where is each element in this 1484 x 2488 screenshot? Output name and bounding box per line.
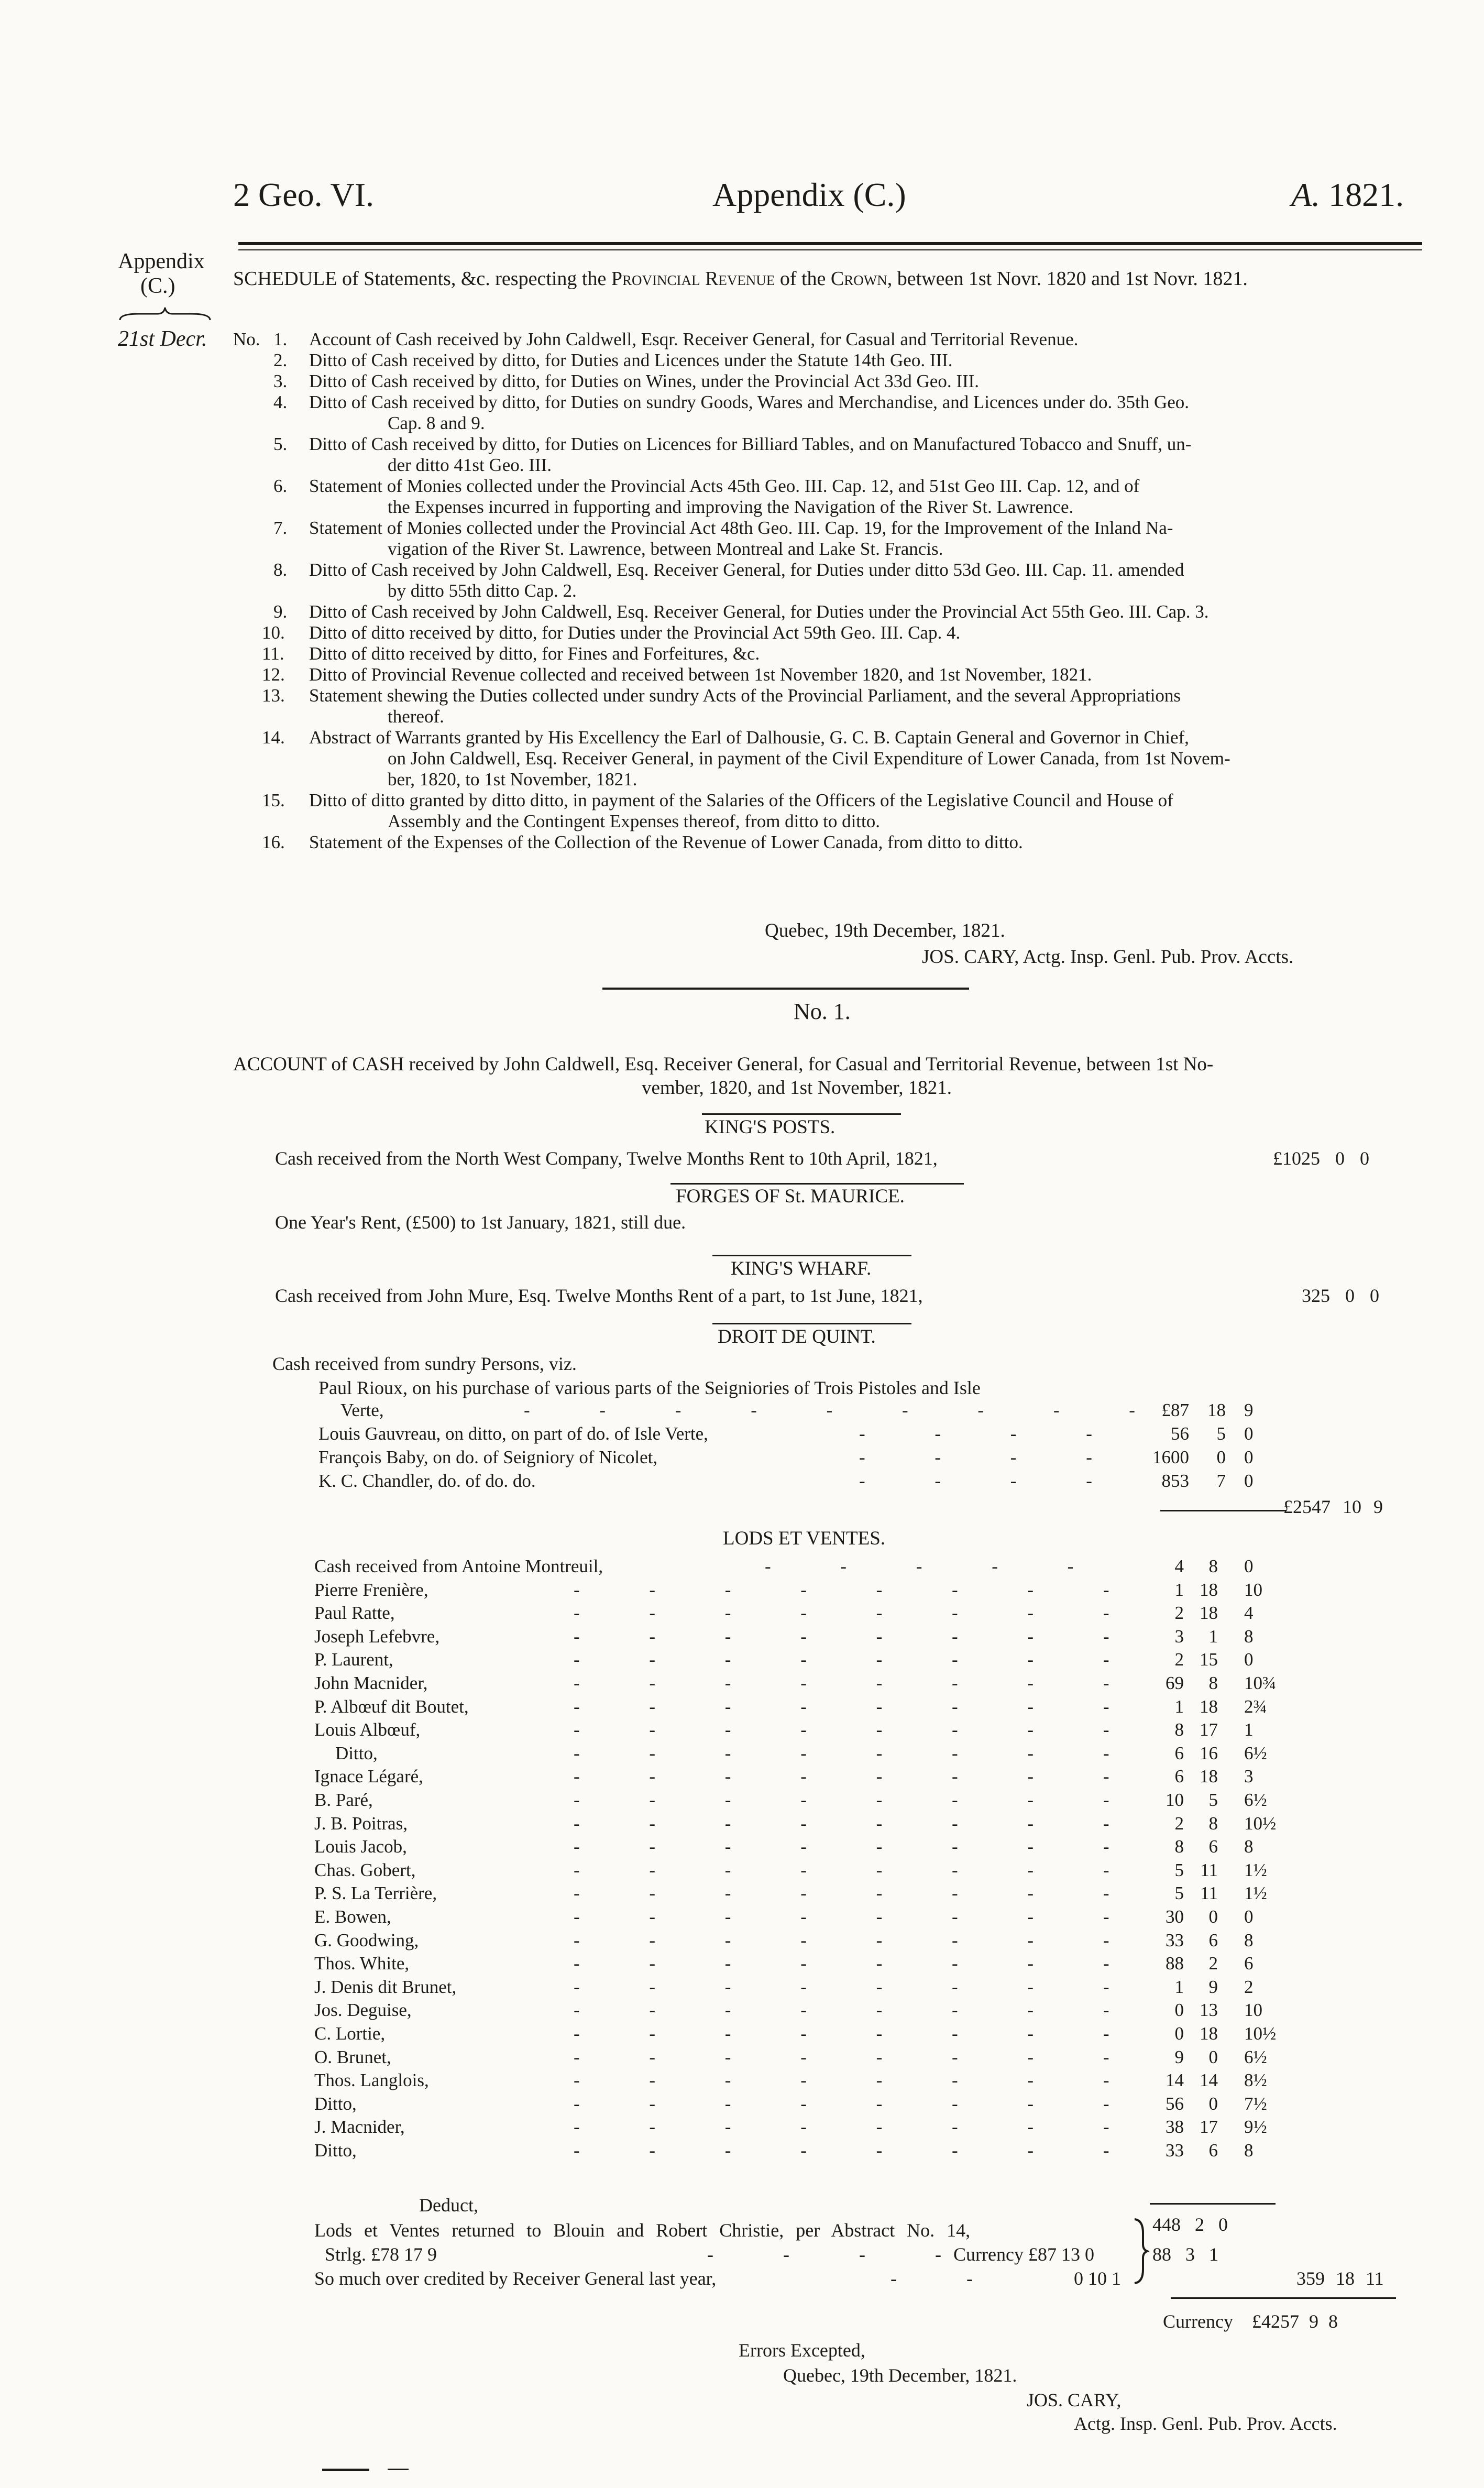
lods-deduct-sum: 88 3 1 xyxy=(1152,2244,1218,2265)
lods-row-leader: - - - - - - - - xyxy=(574,2093,1142,2114)
deduct-brace xyxy=(1131,2217,1149,2285)
lods-row-pounds: 10 xyxy=(1166,1790,1184,1810)
lods-row-pounds: 5 xyxy=(1174,1859,1184,1880)
droit-row-name: François Baby, on do. of Seigniory of Nicolet, xyxy=(318,1447,658,1467)
schedule-signature: JOS. CARY, Actg. Insp. Genl. Pub. Prov. Accts. xyxy=(922,946,1294,968)
droit-line1: Paul Rioux, on his purchase of various parts of the Seigniories of Trois Pistoles and Isle xyxy=(318,1377,981,1398)
schedule-item-number: 13. xyxy=(262,685,285,706)
lods-row-pence: 10½ xyxy=(1244,1813,1277,1834)
schedule-item-text: Statement of Monies collected under the Provincial Act 48th Geo. III. Cap. 19, for the Improvement of the Inland Na- xyxy=(309,518,1173,538)
schedule-item-text: Ditto of ditto received by ditto, for Duties under the Provincial Act 59th Geo. III. Cap. 4. xyxy=(309,622,961,643)
lods-row-pounds: 6 xyxy=(1174,1766,1184,1787)
lods-row-shillings: 2 xyxy=(1208,1953,1218,1974)
lods-row-pounds: 6 xyxy=(1174,1742,1184,1763)
lods-row-pounds: 5 xyxy=(1174,1883,1184,1904)
lods-row-pence: 10¾ xyxy=(1244,1673,1277,1693)
schedule-item-number: 10. xyxy=(262,622,285,643)
schedule-item-text: Ditto of ditto received by ditto, for Fines and Forfeitures, &c. xyxy=(309,643,760,664)
lods-row-shillings: 0 xyxy=(1208,2046,1218,2067)
droit-intro: Cash received from sundry Persons, viz. xyxy=(272,1353,577,1374)
droit-row-shillings: 5 xyxy=(1216,1423,1226,1444)
lods-row-name: O. Brunet, xyxy=(314,2046,391,2067)
kings-wharf-amount: 325 0 0 xyxy=(1302,1285,1379,1306)
schedule-title-post: , between 1st Novr. 1820 and 1st Novr. 1821. xyxy=(887,268,1248,290)
kings-posts-amount: £1025 0 0 xyxy=(1273,1148,1369,1169)
account-sig-title: Actg. Insp. Genl. Pub. Prov. Accts. xyxy=(1074,2413,1337,2434)
lods-overcredit-amount: 0 10 1 xyxy=(1074,2268,1121,2289)
lods-row-name: J. B. Poitras, xyxy=(314,1813,408,1834)
running-header-year: 1821. xyxy=(1328,176,1404,213)
lods-row-pence: 0 xyxy=(1244,1556,1254,1576)
lods-row-pence: 8 xyxy=(1244,1836,1254,1857)
lods-row-pence: 4 xyxy=(1244,1603,1254,1624)
lods-subtotal: 448 2 0 xyxy=(1152,2214,1228,2235)
lods-row-pence: 0 xyxy=(1244,1649,1254,1670)
schedule-item-text: Assembly and the Contingent Expenses thereof, from ditto to ditto. xyxy=(388,811,880,831)
lods-row-shillings: 11 xyxy=(1200,1883,1218,1904)
lods-overcredit: So much over credited by Receiver General last year, xyxy=(314,2268,717,2289)
lods-row-name: Ditto, xyxy=(314,2093,357,2114)
droit-row-pounds: 56 xyxy=(1171,1423,1189,1444)
lods-row-shillings: 18 xyxy=(1200,1603,1218,1624)
lods-row-name: Paul Ratte, xyxy=(314,1603,395,1624)
schedule-title-sc1: Provincial Revenue xyxy=(611,268,775,290)
lods-row-shillings: 6 xyxy=(1208,1836,1218,1857)
lods-row-shillings: 8 xyxy=(1208,1673,1218,1693)
lods-row-pounds: 2 xyxy=(1174,1813,1184,1834)
total-rule xyxy=(1171,2297,1396,2299)
lods-row-name: Pierre Frenière, xyxy=(314,1579,428,1600)
kings-wharf-text: Cash received from John Mure, Esq. Twelve Months Rent of a part, to 1st June, 1821, xyxy=(275,1285,923,1306)
lods-row-pence: 2 xyxy=(1244,1976,1254,1997)
schedule-item-text: ber, 1820, to 1st November, 1821. xyxy=(388,769,637,790)
lods-row-pence: 6½ xyxy=(1244,2046,1267,2067)
running-header-right-italic: A. xyxy=(1291,176,1321,213)
schedule-item-text: Ditto of Cash received by John Caldwell, Esq. Receiver General, for Duties under the Provincial Act 55th Geo. III. Cap. 3. xyxy=(309,601,1209,622)
header-rule-thick xyxy=(238,242,1422,245)
schedule-place-date: Quebec, 19th December, 1821. xyxy=(765,920,1005,941)
lods-row-pence: 8½ xyxy=(1244,2070,1267,2091)
lods-row-leader: - - - - - - - - xyxy=(574,1696,1142,1717)
schedule-item-text: Ditto of Cash received by John Caldwell, Esq. Receiver General, for Duties under ditto 53d Geo. III. Cap. 11. amended xyxy=(309,560,1184,580)
droit-heading: DROIT DE QUINT. xyxy=(718,1326,876,1347)
schedule-item-text: vigation of the River St. Lawrence, between Montreal and Lake St. Francis. xyxy=(388,539,943,559)
lods-row-pence: 3 xyxy=(1244,1766,1254,1787)
schedule-item-text: Cap. 8 and 9. xyxy=(388,413,485,433)
lods-row-name: P. Laurent, xyxy=(314,1649,393,1670)
lods-row-pence: 8 xyxy=(1244,2140,1254,2161)
lods-row-pounds: 33 xyxy=(1166,1930,1184,1950)
lods-row-name: P. Albœuf dit Boutet, xyxy=(314,1696,469,1717)
lods-row-leader: - - - - - - - - xyxy=(574,1742,1142,1763)
lods-row-pence: 9½ xyxy=(1244,2117,1267,2138)
lods-row-leader: - - - - - - - - xyxy=(574,2117,1142,2138)
lods-row-pounds: 0 xyxy=(1174,2023,1184,2044)
kings-posts-heading: KING'S POSTS. xyxy=(705,1116,836,1138)
lods-row-shillings: 11 xyxy=(1200,1859,1218,1880)
lods-overcredit-dots: - - xyxy=(891,2268,1005,2289)
schedule-item-text: Statement of the Expenses of the Collection of the Revenue of Lower Canada, from ditto to ditto. xyxy=(309,832,1023,852)
lods-row-name: Ditto, xyxy=(314,2140,357,2161)
errors-excepted: Errors Excepted, xyxy=(739,2340,865,2361)
lods-row-pounds: 14 xyxy=(1166,2070,1184,2091)
lods-row-pounds: 1 xyxy=(1174,1579,1184,1600)
margin-date: 21st Decr. xyxy=(118,327,207,351)
schedule-item-text: Ditto of Cash received by ditto, for Duties on Licences for Billiard Tables, and on Manufactured Tobacco and Snuff, un- xyxy=(309,434,1192,454)
lods-row-shillings: 6 xyxy=(1208,2140,1218,2161)
lods-row-pence: 10 xyxy=(1244,1579,1262,1600)
lods-row-leader: - - - - - - - - xyxy=(574,1930,1142,1950)
lods-row-pounds: 9 xyxy=(1174,2046,1184,2067)
lods-deduct: Deduct, xyxy=(419,2195,478,2216)
forges-rule xyxy=(670,1183,964,1185)
lods-row-name: P. S. La Terrière, xyxy=(314,1883,437,1904)
schedule-item-text: Statement shewing the Duties collected under sundry Acts of the Provincial Parliament, and the several Appropriations xyxy=(309,685,1181,706)
droit-row-shillings: 7 xyxy=(1216,1471,1226,1491)
account-place-date: Quebec, 19th December, 1821. xyxy=(783,2365,1017,2386)
schedule-item-number: 15. xyxy=(262,790,285,810)
lods-row-pence: 6½ xyxy=(1244,1790,1267,1810)
running-header-right xyxy=(1291,176,1404,214)
lods-row-leader: - - - - - - - - xyxy=(574,1859,1142,1880)
schedule-item-number: 9. xyxy=(273,601,288,622)
header-rule-thin xyxy=(238,249,1422,250)
schedule-item-number: 12. xyxy=(262,664,285,685)
droit-row-leader: - - - - xyxy=(859,1447,1125,1467)
lods-row-pounds: 0 xyxy=(1174,2000,1184,2021)
lods-row-leader: - - - - - xyxy=(765,1556,1106,1576)
schedule-item-text: by ditto 55th ditto Cap. 2. xyxy=(388,580,577,601)
lods-row-pounds: 30 xyxy=(1166,1906,1184,1927)
schedule-item-text: Ditto of ditto granted by ditto ditto, in payment of the Salaries of the Officers of the Legislative Council and House of xyxy=(309,790,1173,810)
account-sig-name: JOS. CARY, xyxy=(1027,2390,1122,2410)
droit-row-leader: - - - - xyxy=(859,1471,1125,1491)
schedule-item-number: 5. xyxy=(273,434,288,454)
droit-row-pounds: 1600 xyxy=(1152,1447,1189,1467)
lods-row-leader: - - - - - - - - xyxy=(574,1976,1142,1997)
lods-row-shillings: 6 xyxy=(1208,1930,1218,1950)
lods-row-pounds: 69 xyxy=(1166,1673,1184,1693)
total-label: Currency xyxy=(1163,2311,1233,2332)
schedule-item-number: 14. xyxy=(262,727,285,748)
droit-row-name: Verte, xyxy=(340,1400,384,1420)
lods-row-leader: - - - - - - - - xyxy=(574,2046,1142,2067)
lods-row-pence: 10 xyxy=(1244,2000,1262,2021)
lods-row-shillings: 8 xyxy=(1208,1813,1218,1834)
lods-deduct-currency: Currency £87 13 0 xyxy=(953,2244,1094,2265)
schedule-item-text: thereof. xyxy=(388,706,444,727)
lods-row-leader: - - - - - - - - xyxy=(574,1953,1142,1974)
lods-row-leader: - - - - - - - - xyxy=(574,1883,1142,1904)
lods-subtotal-rule xyxy=(1150,2203,1276,2205)
schedule-item-number: 2. xyxy=(273,350,288,370)
lods-row-shillings: 5 xyxy=(1208,1790,1218,1810)
lods-row-pounds: 1 xyxy=(1174,1696,1184,1717)
lods-row-name: Ditto, xyxy=(335,1742,378,1763)
running-header-left: 2 Geo. VI. xyxy=(233,176,374,213)
lods-row-shillings: 18 xyxy=(1200,2023,1218,2044)
lods-net: 359 18 11 xyxy=(1296,2268,1384,2289)
lods-row-leader: - - - - - - - - xyxy=(574,1906,1142,1927)
lods-row-pounds: 1 xyxy=(1174,1976,1184,1997)
lods-row-pence: 8 xyxy=(1244,1626,1254,1647)
lods-row-pounds: 3 xyxy=(1174,1626,1184,1647)
lods-row-name: J. Denis dit Brunet, xyxy=(314,1976,457,1997)
kings-posts-text: Cash received from the North West Company, Twelve Months Rent to 10th April, 1821, xyxy=(275,1148,938,1169)
schedule-item-text: Ditto of Provincial Revenue collected and received between 1st November 1820, and 1st November, 1821. xyxy=(309,664,1092,685)
forges-text: One Year's Rent, (£500) to 1st January, 1821, still due. xyxy=(275,1212,686,1233)
lods-row-leader: - - - - - - - - xyxy=(574,2070,1142,2091)
schedule-item-text: Ditto of Cash received by ditto, for Duties on sundry Goods, Wares and Merchandise, and Licences under do. 35th Geo. xyxy=(309,392,1190,412)
lods-row-pounds: 4 xyxy=(1174,1556,1184,1576)
lods-row-name: Joseph Lefebvre, xyxy=(314,1626,440,1647)
droit-row-shillings: 18 xyxy=(1207,1400,1226,1420)
lods-row-pence: 10½ xyxy=(1244,2023,1277,2044)
margin-appendix-sub: (C.) xyxy=(140,274,175,298)
lods-deduct-line1: Lods et Ventes returned to Blouin and Robert Christie, per Abstract No. 14, xyxy=(314,2220,971,2241)
lods-row-shillings: 9 xyxy=(1208,1976,1218,1997)
lods-row-shillings: 0 xyxy=(1208,2093,1218,2114)
lods-deduct-strlg: Strlg. £78 17 9 xyxy=(325,2244,437,2265)
lods-row-name: J. Macnider, xyxy=(314,2117,405,2138)
lods-row-shillings: 15 xyxy=(1200,1649,1218,1670)
lods-row-pounds: 8 xyxy=(1174,1719,1184,1740)
lods-row-pounds: 88 xyxy=(1166,1953,1184,1974)
lods-row-leader: - - - - - - - - xyxy=(574,1579,1142,1600)
lods-row-pence: 7½ xyxy=(1244,2093,1267,2114)
lods-row-pounds: 33 xyxy=(1166,2140,1184,2161)
account-title-line2: vember, 1820, and 1st November, 1821. xyxy=(642,1077,952,1099)
lods-row-leader: - - - - - - - - xyxy=(574,2023,1142,2044)
droit-row-pounds: £87 xyxy=(1161,1400,1189,1420)
lods-row-shillings: 18 xyxy=(1200,1766,1218,1787)
lods-row-name: Thos. Langlois, xyxy=(314,2070,429,2091)
lods-row-name: John Macnider, xyxy=(314,1673,428,1693)
droit-row-shillings: 0 xyxy=(1216,1447,1226,1467)
schedule-item-number: 11. xyxy=(262,643,284,664)
droit-row-pence: 9 xyxy=(1244,1400,1254,1420)
lods-heading: LODS ET VENTES. xyxy=(723,1528,886,1549)
lods-row-pence: 1 xyxy=(1244,1719,1254,1740)
lods-row-shillings: 17 xyxy=(1200,2117,1218,2138)
forges-heading: FORGES OF St. MAURICE. xyxy=(676,1186,905,1207)
lods-row-pounds: 8 xyxy=(1174,1836,1184,1857)
droit-row-pounds: 853 xyxy=(1161,1471,1189,1491)
lods-row-leader: - - - - - - - - xyxy=(574,2140,1142,2161)
lods-row-shillings: 8 xyxy=(1208,1556,1218,1576)
section-rule xyxy=(602,988,969,990)
lods-row-pounds: 38 xyxy=(1166,2117,1184,2138)
lods-row-shillings: 16 xyxy=(1200,1742,1218,1763)
running-header-center: Appendix (C.) xyxy=(712,176,906,213)
schedule-item-text: on John Caldwell, Esq. Receiver General, in payment of the Civil Expenditure of Lower Canada, from 1st Novem- xyxy=(388,748,1230,769)
schedule-item-number: 6. xyxy=(273,476,288,496)
lods-row-pence: 6 xyxy=(1244,1953,1254,1974)
lods-row-shillings: 17 xyxy=(1200,1719,1218,1740)
lods-row-leader: - - - - - - - - xyxy=(574,1766,1142,1787)
droit-row-leader: - - - - xyxy=(859,1423,1125,1444)
lods-row-pounds: 56 xyxy=(1166,2093,1184,2114)
schedule-title-sc2: Crown xyxy=(830,268,887,290)
lods-row-shillings: 13 xyxy=(1200,2000,1218,2021)
droit-row-pence: 0 xyxy=(1244,1471,1254,1491)
droit-row-name: Louis Gauvreau, on ditto, on part of do. of Isle Verte, xyxy=(318,1423,708,1444)
schedule-title xyxy=(233,267,1248,290)
lods-row-leader: - - - - - - - - xyxy=(574,1836,1142,1857)
total-amount: £4257 9 8 xyxy=(1252,2311,1338,2332)
schedule-item-text: Ditto of Cash received by ditto, for Duties and Licences under the Statute 14th Geo. III. xyxy=(309,350,953,370)
lods-deduct-dots: - - - - xyxy=(707,2244,974,2265)
kings-wharf-heading: KING'S WHARF. xyxy=(731,1258,872,1279)
schedule-item-number: 4. xyxy=(273,392,288,412)
lods-row-pence: 8 xyxy=(1244,1930,1254,1950)
lods-row-name: E. Bowen, xyxy=(314,1906,391,1927)
lods-row-shillings: 14 xyxy=(1200,2070,1218,2091)
lods-row-name: Ignace Légaré, xyxy=(314,1766,423,1787)
lods-row-name: G. Goodwing, xyxy=(314,1930,419,1950)
schedule-item-number: 7. xyxy=(273,518,288,538)
lods-row-pence: 0 xyxy=(1244,1906,1254,1927)
lods-row-name: Louis Jacob, xyxy=(314,1836,407,1857)
schedule-item-text: Account of Cash received by John Caldwell, Esqr. Receiver General, for Casual and Territorial Revenue. xyxy=(309,329,1079,349)
lods-row-shillings: 18 xyxy=(1200,1696,1218,1717)
lods-row-pounds: 2 xyxy=(1174,1603,1184,1624)
lods-row-pence: 1½ xyxy=(1244,1859,1267,1880)
schedule-item-text: the Expenses incurred in fupporting and improving the Navigation of the River St. Lawrence. xyxy=(388,497,1074,517)
droit-row-leader: - - - - - - - - - xyxy=(524,1400,1168,1420)
lods-row-name: Thos. White, xyxy=(314,1953,410,1974)
lods-row-name: Chas. Gobert, xyxy=(314,1859,416,1880)
lods-row-pence: 6½ xyxy=(1244,1742,1267,1763)
schedule-no-label: No. xyxy=(233,329,260,349)
schedule-item-number: 1. xyxy=(273,329,288,349)
lods-row-leader: - - - - - - - - xyxy=(574,1719,1142,1740)
lods-row-name: C. Lortie, xyxy=(314,2023,386,2044)
kings-posts-rule xyxy=(702,1113,901,1115)
lods-row-name: Louis Albœuf, xyxy=(314,1719,421,1740)
lods-row-leader: - - - - - - - - xyxy=(574,1790,1142,1810)
schedule-title-pre: SCHEDULE of Statements, &c. respecting the xyxy=(233,268,607,290)
lods-row-name: Jos. Deguise, xyxy=(314,2000,412,2021)
droit-row-pence: 0 xyxy=(1244,1423,1254,1444)
margin-appendix: Appendix xyxy=(118,249,205,273)
kings-wharf-rule xyxy=(712,1255,911,1256)
lods-row-shillings: 1 xyxy=(1208,1626,1218,1647)
lods-row-shillings: 0 xyxy=(1208,1906,1218,1927)
droit-total: £2547 10 9 xyxy=(1283,1496,1383,1517)
footer-mark xyxy=(322,2469,369,2471)
droit-row-pence: 0 xyxy=(1244,1447,1254,1467)
lods-row-leader: - - - - - - - - xyxy=(574,1626,1142,1647)
lods-row-name: B. Paré, xyxy=(314,1790,373,1810)
schedule-item-number: 8. xyxy=(273,560,288,580)
droit-total-rule xyxy=(1160,1510,1286,1511)
margin-brace xyxy=(118,306,212,322)
lods-row-leader: - - - - - - - - xyxy=(574,1813,1142,1834)
lods-row-pence: 1½ xyxy=(1244,1883,1267,1904)
schedule-item-number: 3. xyxy=(273,371,288,391)
footer-mark-2 xyxy=(388,2469,409,2470)
schedule-title-mid: of the xyxy=(779,268,826,290)
schedule-item-text: Abstract of Warrants granted by His Excellency the Earl of Dalhousie, G. C. B. Captain General and Governor in Chief, xyxy=(309,727,1189,748)
account-title-line1: ACCOUNT of CASH received by John Caldwell, Esq. Receiver General, for Casual and Territorial Revenue, between 1st No- xyxy=(233,1054,1214,1075)
droit-rule xyxy=(712,1323,911,1324)
lods-row-shillings: 18 xyxy=(1200,1579,1218,1600)
droit-row-name: K. C. Chandler, do. of do. do. xyxy=(318,1471,536,1491)
schedule-item-number: 16. xyxy=(262,832,285,852)
schedule-item-text: Statement of Monies collected under the Provincial Acts 45th Geo. III. Cap. 12, and 51st Geo III. Cap. 12, and of xyxy=(309,476,1140,496)
lods-row-leader: - - - - - - - - xyxy=(574,1649,1142,1670)
lods-row-leader: - - - - - - - - xyxy=(574,2000,1142,2021)
lods-row-name: Cash received from Antoine Montreuil, xyxy=(314,1556,603,1576)
schedule-item-text: Ditto of Cash received by ditto, for Duties on Wines, under the Provincial Act 33d Geo. III. xyxy=(309,371,980,391)
schedule-item-text: der ditto 41st Geo. III. xyxy=(388,455,552,475)
lods-row-pence: 2¾ xyxy=(1244,1696,1267,1717)
lods-row-leader: - - - - - - - - xyxy=(574,1603,1142,1624)
lods-row-pounds: 2 xyxy=(1174,1649,1184,1670)
lods-row-leader: - - - - - - - - xyxy=(574,1673,1142,1693)
account-no-heading: No. 1. xyxy=(794,999,851,1024)
